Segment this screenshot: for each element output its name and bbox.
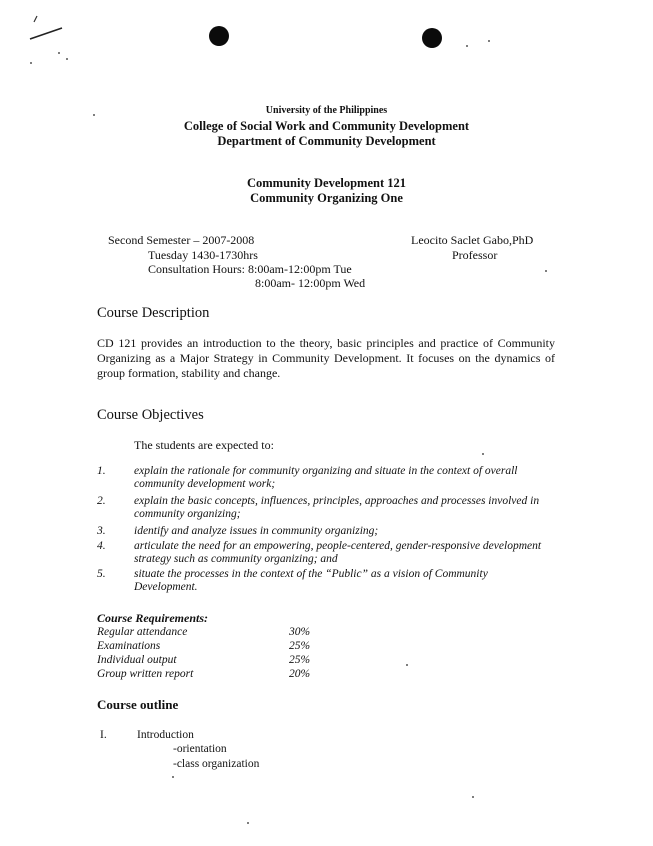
objective-number: 1.: [97, 465, 106, 477]
course-outline-title: Course outline: [97, 697, 179, 712]
objective-number: 4.: [97, 540, 106, 552]
objectives-intro: The students are expected to:: [134, 438, 274, 452]
course-description-text: CD 121 provides an introduction to the theory, basic principles and practice of Community Organizing as a Major Strategy in Community Development. It focuses on the dynamics of group formation, stability and change.: [97, 336, 555, 380]
requirement-row: [97, 668, 357, 682]
consultation-hours: Consultation Hours: 8:00am-12:00pm Tue: [148, 262, 352, 276]
college-name: College of Social Work and Community Development: [183, 119, 470, 133]
requirement-percent: 25%: [289, 654, 311, 666]
course-name: Community Organizing One: [250, 191, 403, 205]
pen-mark: [26, 12, 66, 42]
speck: [545, 270, 547, 272]
objective-text: situate the processes in the context of the “Public” as a vision of Community Development.: [134, 568, 488, 593]
professor-name: Leocito Saclet Gabo,PhD: [411, 233, 534, 247]
outline-subitem: -class organization: [173, 758, 260, 770]
requirement-percent: 25%: [289, 640, 311, 652]
objective-number: 2.: [97, 495, 106, 507]
objective-text: articulate the need for an empowering, people-centered, gender-responsive development strategy such as community organizing; and: [134, 540, 542, 565]
speck: [488, 40, 490, 42]
outline-number: I.: [100, 729, 107, 741]
speck: [482, 453, 484, 455]
speck: [66, 58, 68, 60]
objective-text: explain the basic concepts, influences, principles, approaches and processes involved in community organizing;: [134, 495, 540, 520]
objective-text: explain the rationale for community organizing and situate in the context of overall community development work;: [134, 465, 518, 490]
requirement-label: Regular attendance: [97, 626, 188, 638]
outline-subitem: -orientation: [173, 743, 227, 755]
course-code: Community Development 121: [246, 176, 406, 190]
outline-item: Introduction: [137, 729, 194, 741]
speck: [466, 45, 468, 47]
speck: [172, 776, 174, 778]
semester: Second Semester – 2007-2008: [108, 233, 255, 247]
requirement-percent: 30%: [289, 626, 311, 638]
requirement-row: [97, 640, 357, 654]
course-objectives-title: Course Objectives: [97, 407, 204, 423]
requirement-label: Examinations: [97, 640, 161, 652]
consultation-hours-extra: 8:00am- 12:00pm Wed: [255, 276, 366, 290]
requirement-percent: 20%: [289, 668, 311, 680]
speck: [406, 664, 408, 666]
punch-hole-left: [209, 26, 229, 46]
punch-hole-right: [422, 28, 442, 48]
course-requirements-title: Course Requirements:: [97, 611, 209, 625]
department-name: Department of Community Development: [217, 134, 436, 148]
speck: [58, 52, 60, 54]
objective-text: identify and analyze issues in community organizing;: [134, 525, 379, 537]
objective-number: 5.: [97, 568, 106, 580]
speck: [472, 796, 474, 798]
requirement-row: [97, 626, 357, 640]
professor-title: Professor: [452, 248, 498, 262]
requirement-row: [97, 654, 357, 668]
schedule: Tuesday 1430-1730hrs: [148, 248, 258, 262]
speck: [247, 822, 249, 824]
course-description-title: Course Description: [97, 305, 210, 321]
speck: [30, 62, 32, 64]
requirement-label: Group written report: [97, 668, 194, 680]
university-name: University of the Philippines: [265, 105, 388, 116]
requirement-label: Individual output: [97, 654, 177, 666]
objective-number: 3.: [97, 525, 106, 537]
